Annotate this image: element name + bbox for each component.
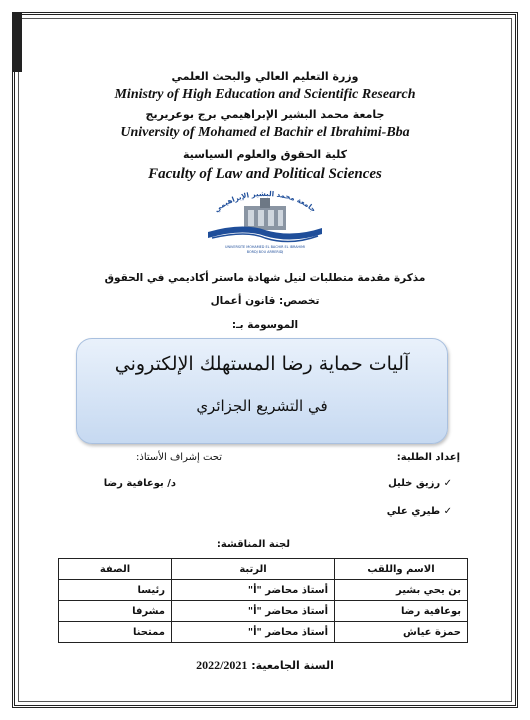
jury-label: لجنة المناقشة: (216, 539, 290, 550)
table-row (59, 622, 468, 643)
check-icon: ✓ (443, 506, 452, 517)
check-icon: ✓ (443, 478, 452, 489)
academic-year-label: السنة الجامعية: (251, 659, 334, 672)
jury-rank: أستاذ محاضر "أ" (172, 622, 335, 643)
header-rank: الرتبة (172, 559, 335, 580)
supervisor-name: د/ بوعافية رضا (103, 478, 176, 489)
faculty-ar: كلية الحقوق والعلوم السياسية (182, 148, 348, 161)
jury-name: بن يحي بشير (335, 580, 468, 601)
jury-name: حمزة عياش (335, 622, 468, 643)
jury-role: رئيسا (59, 580, 172, 601)
table-row (59, 601, 468, 622)
academic-year-value: 2022/2021 (196, 658, 248, 672)
student-name: طيري علي (386, 506, 441, 517)
logo-caption-2: BORDJ BOU ARRERIDJ (246, 250, 284, 254)
table-row (59, 580, 468, 601)
thesis-specialty: تخصص: قانون أعمال (210, 295, 320, 307)
ministry-en: Ministry of High Education and Scientific Research (114, 87, 416, 102)
student-name: رزيق خليل (388, 478, 441, 489)
student-item (388, 478, 452, 489)
students-label: إعداد الطلبة: (396, 452, 460, 463)
jury-rank: أستاذ محاضر "أ" (172, 601, 335, 622)
university-en: University of Mohamed el Bachir el Ibrahimi-Bba (120, 125, 410, 140)
university-ar: جامعة محمد البشير الإبراهيمي برج بوعريريج (145, 108, 385, 121)
student-item (387, 506, 452, 517)
thesis-titled-label: الموسومة بـ: (231, 319, 299, 331)
header-role: الصفة (59, 559, 172, 580)
ministry-ar: وزرة التعليم العالي والبحث العلمي (171, 70, 359, 83)
thesis-subtitle: في التشريع الجزائري (196, 397, 328, 415)
thesis-purpose: مذكرة مقدمة متطلبات لنيل شهادة ماستر أكاديمي في الحقوق (104, 272, 426, 284)
logo-caption-1: UNIVERSITE MOHAMED EL BACHIR EL IBRAHIMI (225, 245, 305, 249)
logo-arc-text: جامعة محمد البشير الإبراهيمي (212, 189, 318, 215)
thesis-title: آليات حماية رضا المستهلك الإلكتروني (114, 353, 410, 375)
corner-bar (12, 12, 22, 72)
university-logo (202, 188, 328, 256)
jury-rank: أستاذ محاضر "أ" (172, 580, 335, 601)
academic-year (40, 658, 490, 673)
title-box (76, 338, 448, 444)
jury-role: مشرفا (59, 601, 172, 622)
jury-role: ممتحنا (59, 622, 172, 643)
supervisor-label: تحت إشراف الأستاذ: (136, 452, 222, 463)
table-header-row (59, 559, 468, 580)
jury-table (58, 558, 468, 643)
jury-name: بوعافية رضا (335, 601, 468, 622)
faculty-en: Faculty of Law and Political Sciences (148, 166, 382, 182)
header-name: الاسم واللقب (335, 559, 468, 580)
